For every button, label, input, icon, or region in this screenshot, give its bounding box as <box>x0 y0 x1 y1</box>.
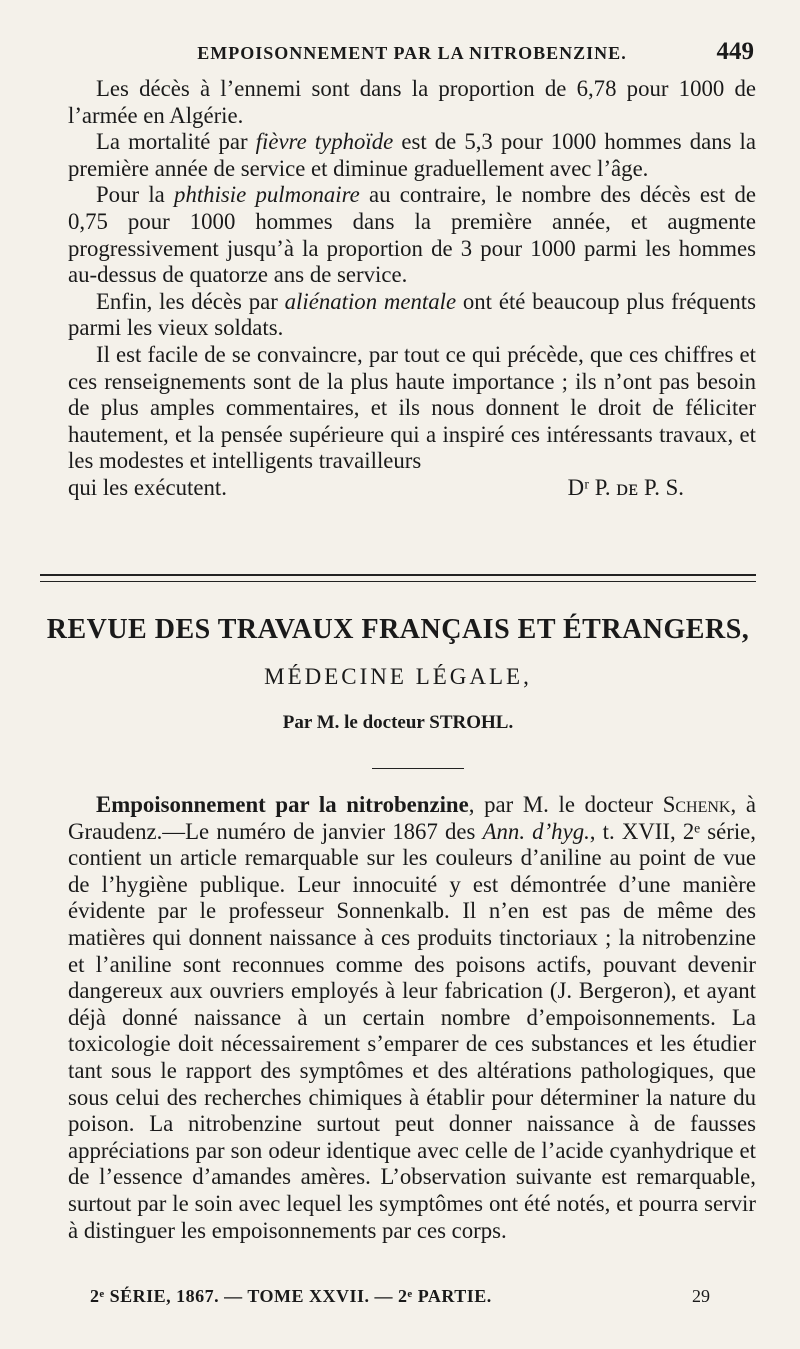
section-title: REVUE DES TRAVAUX FRANÇAIS ET ÉTRANGERS, <box>46 614 750 645</box>
author-signature: Dʳ P. ᴅᴇ P. S. <box>567 474 684 500</box>
paragraph-typhoid <box>68 129 756 182</box>
text-run: , à Graudenz.—Le numéro de janvier 1867 des <box>68 792 756 844</box>
article-title: Empoisonnement par la nitrobenzine <box>96 792 469 817</box>
italic-term: fièvre typhoïde <box>255 129 394 155</box>
italic-term: aliénation mentale <box>284 288 457 314</box>
subsection-title: MÉDECINE LÉGALE, <box>264 664 532 689</box>
text-run: Enfin, les décès par <box>96 288 285 314</box>
section-divider <box>40 574 756 582</box>
paragraph-mental <box>68 289 756 342</box>
article-paragraph <box>68 792 756 1244</box>
main-article <box>68 792 756 1244</box>
short-divider <box>372 768 464 769</box>
page-number: 449 <box>716 38 754 65</box>
paragraph-phthisis <box>68 182 756 288</box>
top-article <box>68 76 756 502</box>
signature-code: 2ᵉ SÉRIE, 1867. — TOME XXVII. — 2ᵉ PARTIE. <box>90 1286 492 1306</box>
signature-line <box>68 475 756 502</box>
signature-number: 29 <box>692 1286 710 1306</box>
page-footer <box>90 1286 710 1307</box>
running-header <box>70 36 754 70</box>
paragraph-conclusion: Il est facile de se convaincre, par tout ce qui précède, que ces chiffres et ces renseignements sont de la plus haute importance ; ils n’ont pas besoin de plus amples commentaires, et ils nous donnent le droit de féliciter hautement, et la pensée supérieure qui a inspiré ces intéressants travaux, et les modestes et intelligents travailleurs <box>68 341 756 474</box>
text-run: La mortalité par <box>96 129 256 155</box>
section-author: Par M. le docteur STROHL. <box>282 712 514 733</box>
italic-term: phthisie pulmonaire <box>174 182 360 208</box>
journal-title: Ann. d’hyg. <box>482 818 590 844</box>
paragraph-deaths-enemy: Les décès à l’ennemi sont dans la proportion de 6,78 pour 1000 de l’armée en Algérie. <box>68 76 756 128</box>
text-run: ont été beaucoup plus fréquents parmi les vieux soldats. <box>68 288 756 341</box>
text-run: , t. XVII, 2ᵉ série, contient un article remarquable sur les couleurs d’aniline au point de vue de l’hygiène publique. Leur innocuité y est démontrée d’une manière évidente par le professeur Sonnenkalb. Il n’en est pas de même des matières qui donnent naissance à ces produits tinctoriaux ; la nitrobenzine et l’aniline sont reconnues comme des poisons actifs, pouvant devenir dangereux aux ouvriers employés à leur fabrication (J. Bergeron), et ayant déjà donné naissance à un certain nombre d’empoisonnements. La toxicologie doit nécessairement s’emparer de ces substances et les étudier tant sous le rapport des symptômes et des altérations pathologiques, que sous celui des recherches chimiques à établir pour déterminer la nature du poison. La nitrobenzine surtout peut donner naissance à de fausses appréciations par son odeur identique avec celle de l’acide cyanhydrique et de l’essence d’amandes amères. L’observation suivante est remarquable, surtout par le soin avec lequel les symptômes ont été notés, et pourra servir à distinguer les empoisonnements par ces corps. <box>68 818 756 1243</box>
text-run: , par M. le docteur <box>468 792 663 817</box>
running-title: EMPOISONNEMENT PAR LA NITROBENZINE. <box>197 42 627 63</box>
closing-text: qui les exécutent. <box>68 474 227 500</box>
text-run: au contraire, le nombre des décès est de 0,75 pour 1000 hommes dans la première année, et augmente progressivement jusqu’à la proportion de 3 pour 1000 parmi les hommes au-dessus de quatorze ans de service. <box>68 182 756 288</box>
text-run: Pour la <box>96 182 175 208</box>
author-name: Schenk <box>662 792 731 817</box>
text-run: est de 5,3 pour 1000 hommes dans la première année de service et diminue graduellement avec l’âge. <box>68 129 757 181</box>
